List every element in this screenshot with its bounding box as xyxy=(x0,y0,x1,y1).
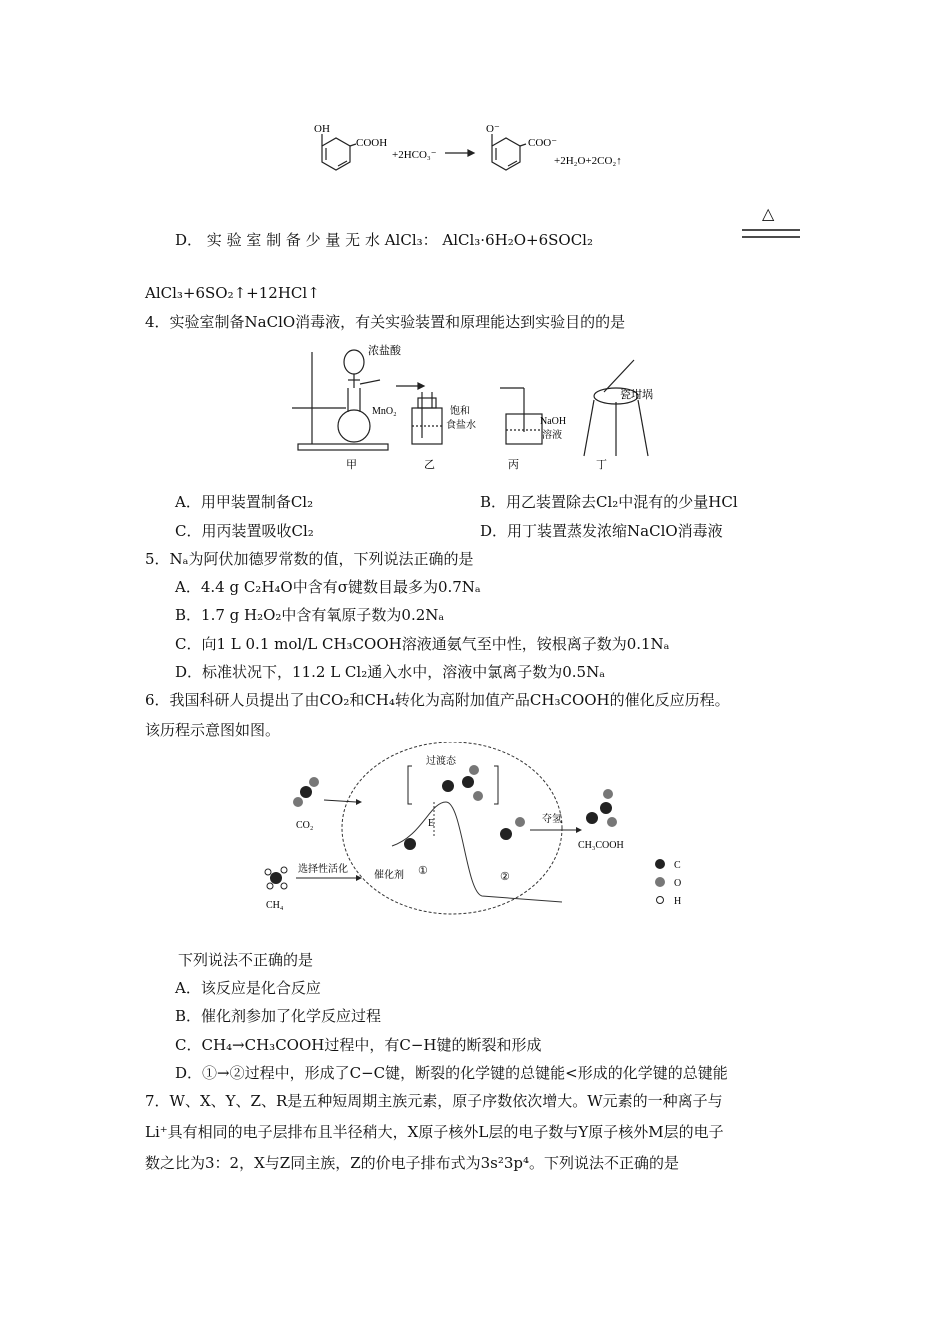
legend-h-dot xyxy=(657,897,664,904)
q5-option-b: B．1.7 g H₂O₂中含有氧原子数为0.2Nₐ xyxy=(175,606,445,624)
q5-option-d: D．标准状况下，11.2 L Cl₂通入水中，溶液中氯离子数为0.5Nₐ xyxy=(175,663,605,681)
q6-stem-2: 该历程示意图如图。 xyxy=(145,721,281,739)
q7-line-2: Li⁺具有相同的电子层排布且半径稍大，X原子核外L层的电子数与Y原子核外M层的电子 xyxy=(145,1123,724,1141)
separatory-funnel xyxy=(344,350,364,374)
q4-option-c: C．用丙装置吸收Cl₂ xyxy=(175,522,314,540)
energy-e-label: E xyxy=(428,818,435,829)
q6-mechanism-figure xyxy=(262,742,702,924)
dehydrogenation-label: 夺氢 xyxy=(542,814,562,825)
q4-apparatus-figure xyxy=(288,336,668,472)
legend-c-dot xyxy=(655,859,665,869)
q6-option-d: D．①→②过程中，形成了C−C键，断裂的化学键的总键能<形成的化学键的总键能 xyxy=(175,1064,728,1082)
q6-option-a: A．该反应是化合反应 xyxy=(175,979,321,997)
q7-line-1: 7．W、X、Y、Z、R是五种短周期主族元素，原子序数依次增大。W元素的一种离子与 xyxy=(145,1092,723,1110)
ch3cooh-label: CH₃COOH xyxy=(578,840,624,851)
q5-stem: 5．Nₐ为阿伏加德罗常数的值，下列说法正确的是 xyxy=(145,550,474,568)
saturated-label-2: 食盐水 xyxy=(446,420,476,431)
reaction-circle xyxy=(342,742,562,914)
hco3-label: +2HCO₃⁻ xyxy=(392,149,437,161)
heat-symbol: △ xyxy=(762,204,775,223)
round-flask xyxy=(338,410,370,442)
co2-label: CO₂ xyxy=(296,820,314,831)
q6-stem-1: 6．我国科研人员提出了由CO₂和CH₄转化为高附加值产品CH₃COOH的催化反应历程。 xyxy=(145,691,730,709)
conc-hcl-label: 浓盐酸 xyxy=(368,345,401,357)
legend-o-dot xyxy=(655,877,665,887)
q4-option-b: B．用乙装置除去Cl₂中混有的少量HCl xyxy=(480,493,738,511)
label-jia: 甲 xyxy=(346,459,357,471)
q5-option-c: C．向1 L 0.1 mol/L CH₃COOH溶液通氨气至中性，铵根离子数为0.1Nₐ xyxy=(175,635,670,653)
catalyst-label: 催化剂 xyxy=(374,870,404,881)
o-minus-label: O⁻ xyxy=(486,123,500,135)
legend-c-label: C xyxy=(674,860,681,871)
label-yi: 乙 xyxy=(424,459,435,471)
co2-c-atom xyxy=(300,786,312,798)
q3-option-d: D． 实 验 室 制 备 少 量 无 水 AlCl₃： AlCl₃·6H₂O+6SOCl₂ xyxy=(175,231,593,249)
q6-option-c: C．CH₄→CH₃COOH过程中，有C−H键的断裂和形成 xyxy=(175,1036,542,1054)
q6-question: 下列说法不正确的是 xyxy=(178,951,314,969)
cooh-label: COOH xyxy=(356,137,388,149)
step-1-label: ① xyxy=(418,865,428,877)
reaction-figure xyxy=(300,118,650,190)
q4-option-a: A．用甲装置制备Cl₂ xyxy=(175,493,314,511)
label-ding: 丁 xyxy=(596,459,607,471)
q7-line-3: 数之比为3：2，X与Z同主族，Z的价电子排布式为3s²3p⁴。下列说法不正确的是 xyxy=(145,1154,680,1172)
q3-option-d-continued: AlCl₃+6SO₂↑+12HCl↑ xyxy=(145,284,320,302)
legend-o-label: O xyxy=(674,878,682,889)
ch4-label: CH₄ xyxy=(266,900,284,911)
naoh-label-1: NaOH xyxy=(540,416,567,427)
naoh-label-2: 溶液 xyxy=(542,430,562,441)
transition-state-label: 过渡态 xyxy=(426,756,456,767)
equals-bar xyxy=(742,228,802,240)
q4-option-d: D．用丁装置蒸发浓缩NaClO消毒液 xyxy=(480,522,723,540)
legend-h-label: H xyxy=(674,896,682,907)
step-2-label: ② xyxy=(500,871,510,883)
selective-activation-label: 选择性活化 xyxy=(298,864,348,875)
label-bing: 丙 xyxy=(508,459,519,471)
q5-option-a: A．4.4 g C₂H₄O中含有σ键数目最多为0.7Nₐ xyxy=(175,578,481,596)
coo-minus-label: COO⁻ xyxy=(528,137,558,149)
crucible-label: 瓷坩埚 xyxy=(620,389,653,401)
stand-base xyxy=(298,444,388,450)
oh-label: OH xyxy=(314,123,330,135)
q6-option-b: B．催化剂参加了化学反应过程 xyxy=(175,1007,382,1025)
products-label: +2H₂O+2CO₂↑ xyxy=(554,155,622,167)
ch4-c-atom xyxy=(270,872,282,884)
mno2-label: MnO₂ xyxy=(372,406,397,417)
q4-stem: 4．实验室制备NaClO消毒液，有关实验装置和原理能达到实验目的的是 xyxy=(145,313,626,331)
saturated-label-1: 饱和 xyxy=(450,406,470,417)
